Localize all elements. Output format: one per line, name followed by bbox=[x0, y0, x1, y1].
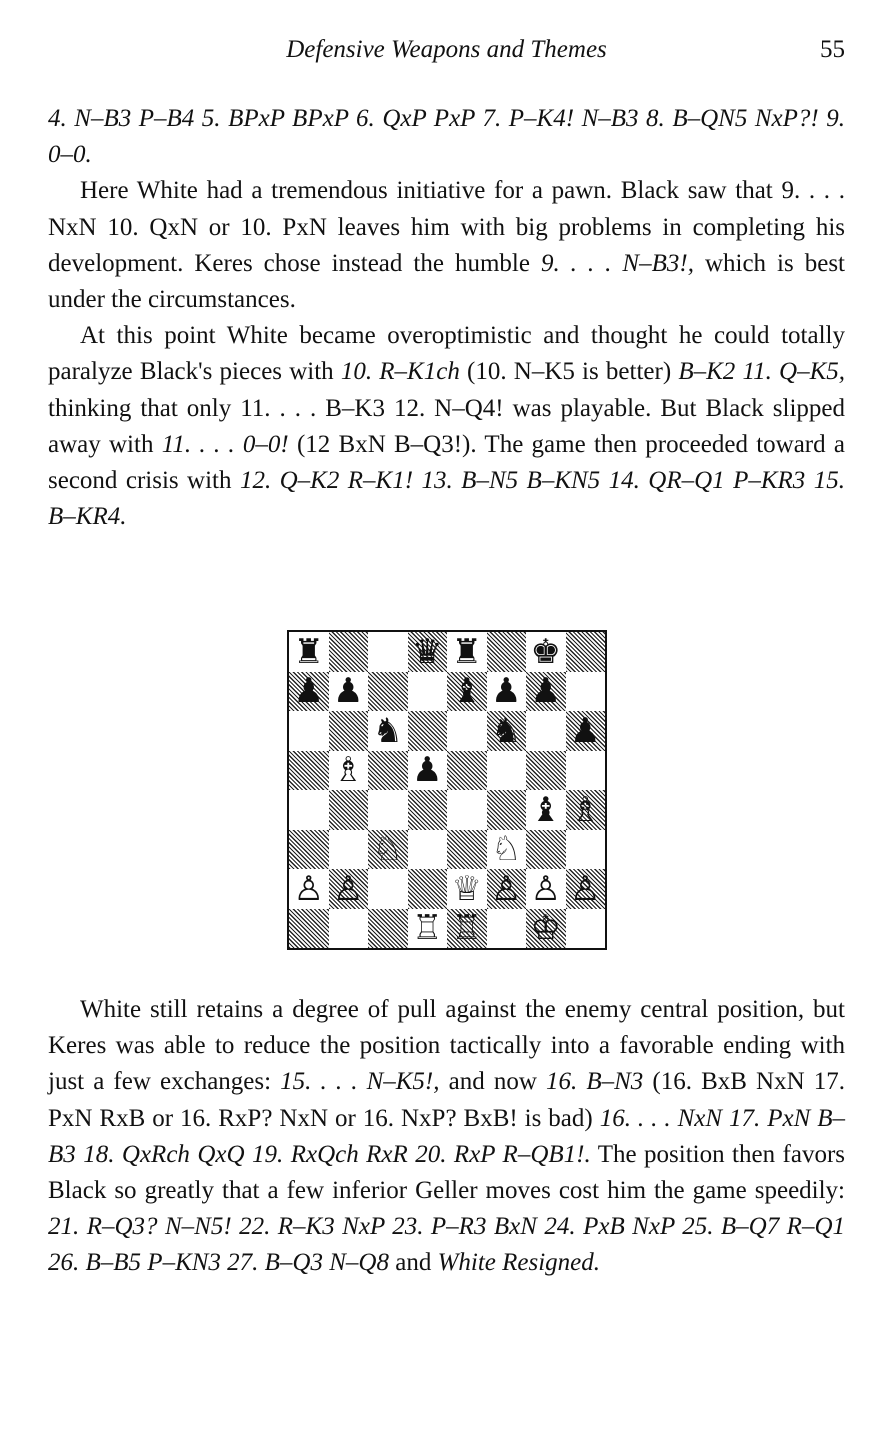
chess-diagram bbox=[287, 630, 607, 950]
square-h8 bbox=[566, 632, 606, 672]
chess-piece-icon: ♟ bbox=[491, 671, 522, 712]
square-f7 bbox=[487, 672, 527, 712]
square-f4 bbox=[487, 790, 527, 830]
text-run: (12 BxN B–Q3!). The game then proceeded toward a second crisis with bbox=[48, 430, 845, 495]
square-a7 bbox=[289, 672, 329, 712]
move-notation: White Resigned. bbox=[437, 1249, 601, 1277]
chess-piece-icon: ♜ bbox=[293, 631, 324, 672]
square-f1 bbox=[487, 909, 527, 949]
chapter-title: Defensive Weapons and Themes bbox=[286, 36, 607, 63]
text-run: and now bbox=[439, 1068, 546, 1096]
top-text-block bbox=[48, 101, 845, 535]
running-header bbox=[48, 36, 845, 70]
square-d3 bbox=[408, 830, 448, 870]
text-run: thinking that only 11. . . . B–K3 12. N–Q4! was playable. But Black slipped away with bbox=[48, 394, 845, 458]
square-a4 bbox=[289, 790, 329, 830]
chess-piece-icon: ♙ bbox=[333, 868, 364, 909]
square-a1 bbox=[289, 909, 329, 949]
square-e2 bbox=[447, 869, 487, 909]
chessboard-grid bbox=[289, 632, 605, 948]
square-d1 bbox=[408, 909, 448, 949]
square-e5 bbox=[447, 751, 487, 791]
text-run: The position then favors Black so greatly that a few inferior Geller moves cost him the game speedily: bbox=[48, 1140, 845, 1205]
square-a2 bbox=[289, 869, 329, 909]
paragraph bbox=[48, 173, 845, 318]
chess-piece-icon: ♙ bbox=[570, 868, 601, 909]
chess-piece-icon: ♞ bbox=[372, 710, 403, 751]
chess-piece-icon: ♞ bbox=[491, 710, 522, 751]
square-c1 bbox=[368, 909, 408, 949]
square-g1 bbox=[526, 909, 566, 949]
square-h4 bbox=[566, 790, 606, 830]
square-b4 bbox=[329, 790, 369, 830]
move-notation: 11. . . . 0–0! bbox=[161, 430, 289, 458]
chess-piece-icon: ♝ bbox=[530, 789, 561, 830]
square-c5 bbox=[368, 751, 408, 791]
square-a6 bbox=[289, 711, 329, 751]
text-run: (10. N–K5 is better) bbox=[459, 358, 679, 386]
square-d6 bbox=[408, 711, 448, 751]
square-d2 bbox=[408, 869, 448, 909]
move-notation: B–K2 11. Q–K5, bbox=[678, 358, 846, 386]
chess-piece-icon: ♕ bbox=[451, 868, 482, 909]
chess-piece-icon: ♗ bbox=[570, 789, 601, 830]
paragraph bbox=[48, 318, 845, 535]
paragraph bbox=[48, 101, 845, 173]
square-g2 bbox=[526, 869, 566, 909]
bottom-text-block bbox=[48, 992, 845, 1282]
square-g7 bbox=[526, 672, 566, 712]
square-h2 bbox=[566, 869, 606, 909]
move-notation: 10. R–K1ch bbox=[340, 358, 460, 386]
square-f8 bbox=[487, 632, 527, 672]
square-g5 bbox=[526, 751, 566, 791]
chess-piece-icon: ♟ bbox=[530, 671, 561, 712]
square-a8 bbox=[289, 632, 329, 672]
square-c8 bbox=[368, 632, 408, 672]
square-h1 bbox=[566, 909, 606, 949]
move-notation: 15. . . . N–K5!, bbox=[280, 1068, 440, 1096]
text-run: (16. BxB NxN 17. PxN RxB or 16. RxP? NxN or 16. NxP? BxB! is bad) bbox=[48, 1068, 845, 1132]
square-e3 bbox=[447, 830, 487, 870]
chess-piece-icon: ♟ bbox=[333, 671, 364, 712]
chess-piece-icon: ♟ bbox=[412, 750, 443, 791]
text-run: At this point White became overoptimistic and thought he could totally paralyze Black's pieces with bbox=[48, 322, 845, 386]
move-notation: 16. B–N3 bbox=[545, 1068, 644, 1096]
text-run: which is best under the circumstances. bbox=[48, 249, 845, 314]
square-f5 bbox=[487, 751, 527, 791]
square-c4 bbox=[368, 790, 408, 830]
chess-piece-icon: ♗ bbox=[333, 750, 364, 791]
square-d5 bbox=[408, 751, 448, 791]
square-a5 bbox=[289, 751, 329, 791]
square-f6 bbox=[487, 711, 527, 751]
square-f2 bbox=[487, 869, 527, 909]
chess-piece-icon: ♚ bbox=[530, 631, 561, 672]
square-g6 bbox=[526, 711, 566, 751]
text-run: and bbox=[388, 1249, 438, 1277]
square-f3 bbox=[487, 830, 527, 870]
square-c2 bbox=[368, 869, 408, 909]
square-h7 bbox=[566, 672, 606, 712]
move-notation: 9. . . . N–B3!, bbox=[540, 249, 694, 277]
move-notation: 21. R–Q3? N–N5! 22. R–K3 NxP 23. P–R3 BxN 24. PxB NxP 25. B–Q7 R–Q1 26. B–B5 P–KN3 27. B–Q3 N–Q8 bbox=[48, 1213, 845, 1277]
square-h5 bbox=[566, 751, 606, 791]
square-e6 bbox=[447, 711, 487, 751]
chess-piece-icon: ♟ bbox=[293, 671, 324, 712]
chess-piece-icon: ♙ bbox=[293, 868, 324, 909]
square-b2 bbox=[329, 869, 369, 909]
square-d4 bbox=[408, 790, 448, 830]
square-b1 bbox=[329, 909, 369, 949]
chess-piece-icon: ♛ bbox=[412, 631, 443, 672]
move-notation: 12. Q–K2 R–K1! 13. B–N5 B–KN5 14. QR–Q1 P–KR3 15. B–KR4. bbox=[48, 467, 845, 531]
square-e7 bbox=[447, 672, 487, 712]
paragraph bbox=[48, 992, 845, 1282]
square-g3 bbox=[526, 830, 566, 870]
square-g4 bbox=[526, 790, 566, 830]
chess-piece-icon: ♙ bbox=[491, 868, 522, 909]
square-c7 bbox=[368, 672, 408, 712]
chess-piece-icon: ♝ bbox=[451, 671, 482, 712]
chess-piece-icon: ♖ bbox=[451, 908, 482, 949]
move-notation: 4. N–B3 P–B4 5. BPxP BPxP 6. QxP PxP 7. P–K4! N–B3 8. B–QN5 NxP?! 9. 0–0. bbox=[48, 105, 845, 169]
square-d8 bbox=[408, 632, 448, 672]
chess-piece-icon: ♔ bbox=[530, 908, 561, 949]
chess-piece-icon: ♟ bbox=[570, 710, 601, 751]
square-b5 bbox=[329, 751, 369, 791]
square-c3 bbox=[368, 830, 408, 870]
square-c6 bbox=[368, 711, 408, 751]
square-h6 bbox=[566, 711, 606, 751]
square-b3 bbox=[329, 830, 369, 870]
square-e1 bbox=[447, 909, 487, 949]
chess-piece-icon: ♙ bbox=[530, 868, 561, 909]
square-b7 bbox=[329, 672, 369, 712]
square-h3 bbox=[566, 830, 606, 870]
square-d7 bbox=[408, 672, 448, 712]
square-b8 bbox=[329, 632, 369, 672]
text-run: Here White had a tremendous initiative for a pawn. Black saw that 9. . . . NxN 10. QxN or 10. PxN leaves him with big problems in completing his development. Keres chose instead the humble bbox=[48, 177, 845, 277]
chess-piece-icon: ♜ bbox=[451, 631, 482, 672]
chess-piece-icon: ♘ bbox=[491, 829, 522, 870]
text-run: White still retains a degree of pull against the enemy central position, but Keres was able to reduce the position tactically into a favorable ending with just a few exchanges: bbox=[48, 996, 845, 1096]
square-b6 bbox=[329, 711, 369, 751]
chess-piece-icon: ♖ bbox=[412, 908, 443, 949]
square-e4 bbox=[447, 790, 487, 830]
square-a3 bbox=[289, 830, 329, 870]
square-e8 bbox=[447, 632, 487, 672]
chess-piece-icon: ♘ bbox=[372, 829, 403, 870]
move-notation: 16. . . . NxN 17. PxN B–B3 18. QxRch QxQ 19. RxQch RxR 20. RxP R–QB1!. bbox=[48, 1104, 845, 1168]
page-number: 55 bbox=[820, 36, 845, 63]
square-g8 bbox=[526, 632, 566, 672]
